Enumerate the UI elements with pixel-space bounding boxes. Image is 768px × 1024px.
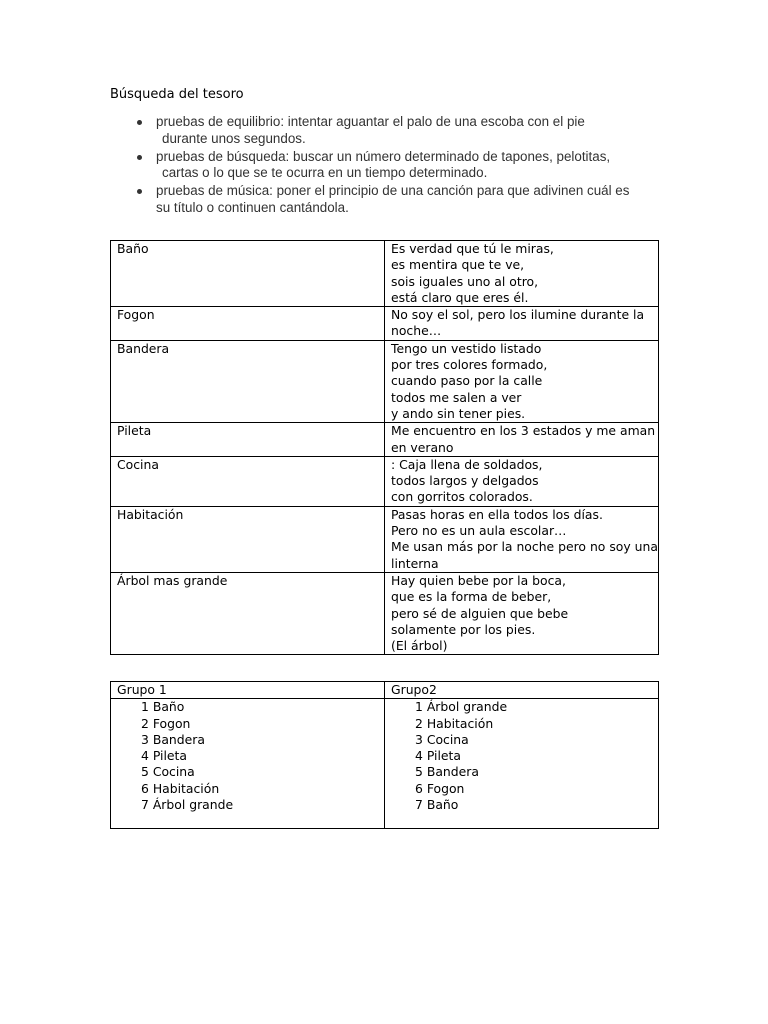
list-item: 3 Cocina (415, 731, 469, 747)
riddle-cell (385, 241, 659, 307)
riddles-table (110, 240, 659, 655)
place-cell (111, 423, 385, 457)
riddle-cell (385, 572, 659, 654)
table-row (111, 456, 659, 506)
riddle-cell (385, 307, 659, 341)
list-item: 2 Fogon (141, 715, 191, 731)
riddle-line: solamente por los pies. (391, 621, 536, 637)
list-item (110, 183, 670, 216)
list-item: 4 Pileta (141, 748, 187, 764)
riddle-cell (385, 506, 659, 572)
place-name: Árbol mas grande (117, 572, 228, 588)
group-name: Grupo 1 (117, 682, 167, 697)
group-header-cell (111, 682, 385, 699)
riddle-cell (385, 423, 659, 457)
table-row (111, 307, 659, 341)
riddle-line: Pero no es un aula escolar… (391, 523, 567, 539)
table-header-row (111, 682, 659, 699)
table-row (111, 241, 659, 307)
list-item: 1 Árbol grande (415, 699, 508, 715)
list-item-text: pruebas de búsqueda: buscar un número determinado de tapones, pelotitas, (156, 148, 611, 164)
list-item: 7 Baño (415, 797, 459, 813)
riddle-line: es mentira que te ve, (391, 257, 525, 273)
list-item: 4 Pileta (415, 748, 461, 764)
table-row (111, 506, 659, 572)
riddle-line: por tres colores formado, (391, 357, 548, 373)
group-header-cell (385, 682, 659, 699)
riddle-line: cuando paso por la calle (391, 373, 543, 389)
list-item: 6 Habitación (141, 780, 220, 796)
riddle-line: sois iguales uno al otro, (391, 273, 539, 289)
group-list-cell (385, 699, 659, 829)
place-name: Cocina (117, 456, 159, 472)
riddle-line: Me usan más por la noche pero no soy una (391, 539, 658, 555)
place-name: Pileta (117, 423, 152, 439)
riddle-line: todos me salen a ver (391, 389, 522, 405)
list-item: 6 Fogon (415, 780, 465, 796)
riddle-line: en verano (391, 439, 454, 455)
place-cell (111, 572, 385, 654)
list-item: 5 Bandera (415, 764, 479, 780)
place-cell (111, 340, 385, 422)
riddle-line: No soy el sol, pero los ilumine durante la (391, 307, 645, 323)
bullet-icon (137, 120, 142, 125)
place-cell (111, 241, 385, 307)
list-item-text: pruebas de música: poner el principio de una canción para que adivinen cuál es (156, 183, 630, 198)
riddle-line: y ando sin tener pies. (391, 405, 526, 421)
place-cell (111, 456, 385, 506)
document-title: Búsqueda del tesoro (110, 87, 244, 102)
group-2-order-list (391, 699, 653, 813)
riddle-cell (385, 456, 659, 506)
place-name: Fogon (117, 307, 155, 323)
riddle-line: linterna (391, 555, 439, 571)
list-item-text: durante unos segundos. (162, 130, 306, 146)
riddle-line: está claro que eres él. (391, 289, 529, 305)
riddle-line: Tengo un vestido listado (391, 340, 542, 356)
place-name: Habitación (117, 506, 184, 522)
place-name: Bandera (117, 340, 170, 356)
riddle-line: todos largos y delgados (391, 473, 539, 489)
groups-table (110, 681, 659, 829)
activity-list (110, 114, 670, 218)
group-list-cell (111, 699, 385, 829)
bullet-icon (137, 155, 142, 160)
riddle-line: noche… (391, 323, 442, 339)
list-item-text: pruebas de equilibrio: intentar aguantar el palo de una escoba con el pie (156, 114, 585, 129)
list-item-text: su título o continuen cantándola. (156, 199, 349, 215)
riddle-line: pero sé de alguien que bebe (391, 605, 569, 621)
table-row (111, 572, 659, 654)
place-name: Baño (117, 241, 149, 256)
list-item: 1 Baño (141, 699, 185, 715)
list-item: 3 Bandera (141, 731, 205, 747)
table-row (111, 699, 659, 829)
place-cell (111, 506, 385, 572)
riddle-cell (385, 340, 659, 422)
list-item (110, 114, 670, 147)
table-row (111, 340, 659, 422)
list-item: 2 Habitación (415, 715, 494, 731)
riddle-line: que es la forma de beber, (391, 589, 552, 605)
riddle-line: (El árbol) (391, 638, 448, 654)
riddle-line: Pasas horas en ella todos los días. (391, 506, 603, 522)
riddle-line: Es verdad que tú le miras, (391, 241, 554, 256)
list-item: 7 Árbol grande (141, 797, 234, 813)
list-item (110, 149, 670, 182)
riddle-line: con gorritos colorados. (391, 489, 533, 505)
place-cell (111, 307, 385, 341)
riddle-line: : Caja llena de soldados, (391, 456, 543, 472)
group-name: Grupo2 (391, 682, 437, 697)
list-item-text: cartas o lo que se te ocurra en un tiempo determinado. (162, 165, 488, 180)
table-row (111, 423, 659, 457)
bullet-icon (137, 189, 142, 194)
list-item: 5 Cocina (141, 764, 195, 780)
riddle-line: Hay quien bebe por la boca, (391, 572, 566, 588)
riddle-line: Me encuentro en los 3 estados y me aman (391, 423, 656, 439)
group-1-order-list (117, 699, 379, 813)
